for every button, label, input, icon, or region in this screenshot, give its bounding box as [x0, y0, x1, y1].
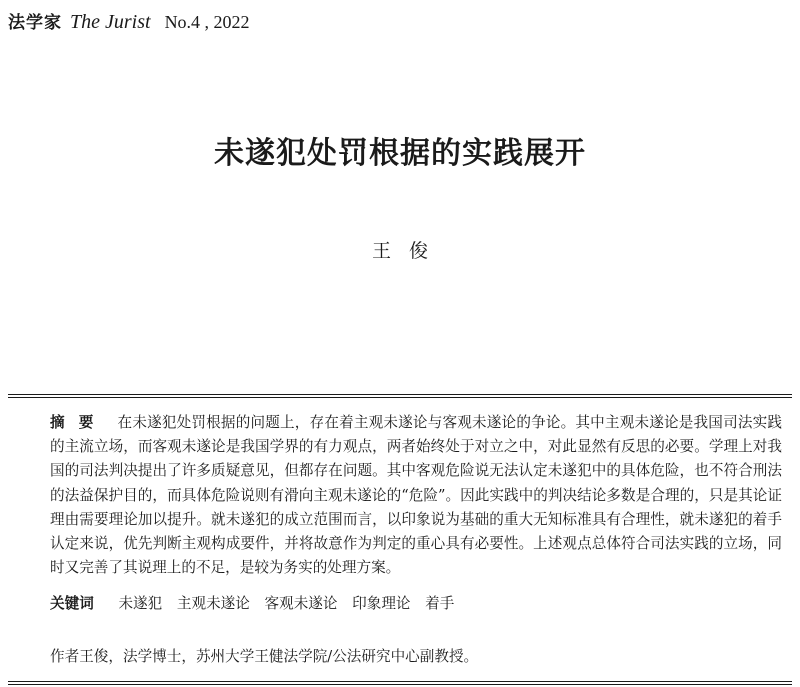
- abstract-bottom-rule: [8, 681, 792, 685]
- article-author: 王俊: [371, 240, 446, 262]
- keyword-item: 客观未遂论: [264, 595, 338, 612]
- keywords-line: [50, 592, 454, 616]
- article-title: 未遂犯处罚根据的实践展开: [214, 136, 586, 171]
- author-note: 作者王俊，法学博士，苏州大学王健法学院/公法研究中心副教授。: [50, 648, 479, 665]
- keyword-item: 主观未遂论: [176, 595, 250, 612]
- keyword-item: 着手: [425, 595, 455, 612]
- journal-name-en: The Jurist: [70, 11, 151, 33]
- journal-name-cn: 法学家: [8, 13, 62, 33]
- keyword-item: 未遂犯: [118, 595, 163, 612]
- abstract-text: 在未遂犯处罚根据的问题上，存在着主观未遂论与客观未遂论的争论。其中主观未遂论是我国司法实践的主流立场，而客观未遂论是我国学界的有力观点，两者始终处于对立之中，对此显然有反思的必要。学理上对我国的司法判决提出了许多质疑意见，但都存在问题。其中客观危险说无法认定未遂犯中的具体危险，也不符合刑法的法益保护目的，而具体危险说则有滑向主观未遂论的“危险”。因此实践中的判决结论多数是合理的，只是其论证理由需要理论加以提升。就未遂犯的成立范围而言，以印象说为基础的重大无知标准具有合理性，就未遂犯的着手认定来说，优先判断主观构成要件，并将故意作为判定的重心具有必要性。上述观点总体符合司法实践的立场，同时又完善了其说理上的不足，是较为务实的处理方案。: [50, 414, 782, 577]
- abstract-block: [50, 411, 782, 580]
- issue-number: No.4 , 2022: [164, 12, 250, 32]
- abstract-top-rule: [8, 394, 792, 398]
- journal-header: [8, 8, 250, 34]
- abstract-label: 摘要: [50, 414, 108, 431]
- keywords-label: 关键词: [50, 595, 94, 612]
- keyword-item: 印象理论: [352, 595, 411, 612]
